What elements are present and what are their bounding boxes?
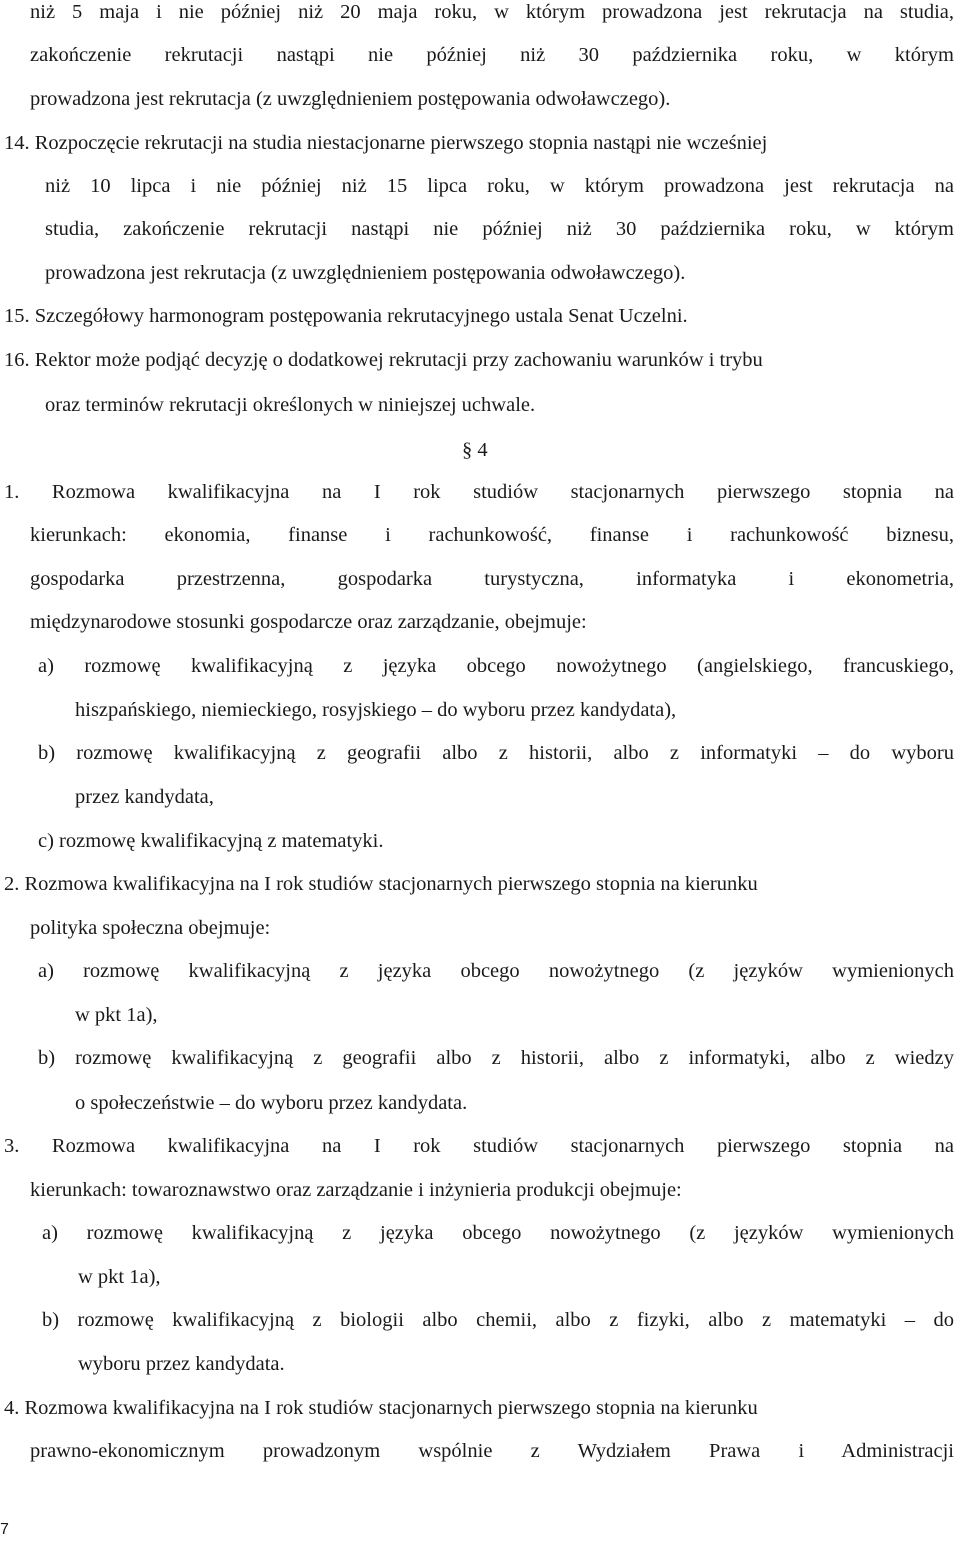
line-21: polityka społeczna obejmuje: xyxy=(30,917,271,939)
line-29: w pkt 1a), xyxy=(78,1266,161,1288)
line-32: 4. Rozmowa kwalifikacyjna na I rok studiów stacjonarnych pierwszego stopnia na kierunku xyxy=(4,1397,758,1419)
line-4: niż 10 lipca i nie później niż 15 lipca roku, w którym prowadzona jest rekrutacja na xyxy=(45,175,954,197)
line-30: b) rozmowę kwalifikacyjną z biologii albo chemii, albo z fizyki, albo z matematyki – do xyxy=(42,1309,954,1331)
line-26: 3. Rozmowa kwalifikacyjna na I rok studiów stacjonarnych pierwszego stopnia na xyxy=(4,1135,954,1157)
line-17: b) rozmowę kwalifikacyjną z geografii albo z historii, albo z informatyki – do wyboru xyxy=(38,742,954,764)
line-23: w pkt 1a), xyxy=(75,1004,158,1026)
line-28: a) rozmowę kwalifikacyjną z języka obcego nowożytnego (z języków wymienionych xyxy=(42,1222,954,1244)
line-14: międzynarodowe stosunki gospodarcze oraz zarządzanie, obejmuje: xyxy=(30,611,587,633)
line-15: a) rozmowę kwalifikacyjną z języka obcego nowożytnego (angielskiego, francuskiego, xyxy=(38,655,954,677)
line-22: a) rozmowę kwalifikacyjną z języka obcego nowożytnego (z języków wymienionych xyxy=(38,960,954,982)
line-24: b) rozmowę kwalifikacyjną z geografii albo z historii, albo z informatyki, albo z wiedzy xyxy=(38,1047,954,1069)
line-20: 2. Rozmowa kwalifikacyjna na I rok studiów stacjonarnych pierwszego stopnia na kierunku xyxy=(4,873,758,895)
page-number: 7 xyxy=(0,1521,9,1538)
line-16: hiszpańskiego, niemieckiego, rosyjskiego – do wyboru przez kandydata), xyxy=(75,699,677,721)
line-13: gospodarka przestrzenna, gospodarka turystyczna, informatyka i ekonometria, xyxy=(30,568,954,590)
section-heading: § 4 xyxy=(462,439,488,461)
line-31: wyboru przez kandydata. xyxy=(78,1353,285,1375)
line-25: o społeczeństwie – do wyboru przez kandydata. xyxy=(75,1092,468,1114)
line-8: 16. Rektor może podjąć decyzję o dodatkowej rekrutacji przy zachowaniu warunków i trybu xyxy=(4,349,763,371)
line-6: prowadzona jest rekrutacja (z uwzględnieniem postępowania odwoławczego). xyxy=(45,262,686,284)
line-18: przez kandydata, xyxy=(75,786,214,808)
line-27: kierunkach: towaroznawstwo oraz zarządzanie i inżynieria produkcji obejmuje: xyxy=(30,1179,682,1201)
line-12: kierunkach: ekonomia, finanse i rachunkowość, finanse i rachunkowość biznesu, xyxy=(30,524,954,546)
line-0: niż 5 maja i nie później niż 20 maja roku, w którym prowadzona jest rekrutacja na studia, xyxy=(30,1,954,23)
line-3: 14. Rozpoczęcie rekrutacji na studia niestacjonarne pierwszego stopnia nastąpi nie wcześniej xyxy=(4,132,768,154)
line-33: prawno-ekonomicznym prowadzonym wspólnie z Wydziałem Prawa i Administracji xyxy=(30,1440,954,1462)
line-19: c) rozmowę kwalifikacyjną z matematyki. xyxy=(38,830,384,852)
line-11: 1. Rozmowa kwalifikacyjna na I rok studiów stacjonarnych pierwszego stopnia na xyxy=(4,481,954,503)
line-9: oraz terminów rekrutacji określonych w niniejszej uchwale. xyxy=(45,394,536,416)
line-5: studia, zakończenie rekrutacji nastąpi nie później niż 30 października roku, w którym xyxy=(45,218,954,240)
line-2: prowadzona jest rekrutacja (z uwzględnieniem postępowania odwoławczego). xyxy=(30,88,671,110)
line-1: zakończenie rekrutacji nastąpi nie później niż 30 października roku, w którym xyxy=(30,44,954,66)
line-7: 15. Szczegółowy harmonogram postępowania rekrutacyjnego ustala Senat Uczelni. xyxy=(4,305,688,327)
